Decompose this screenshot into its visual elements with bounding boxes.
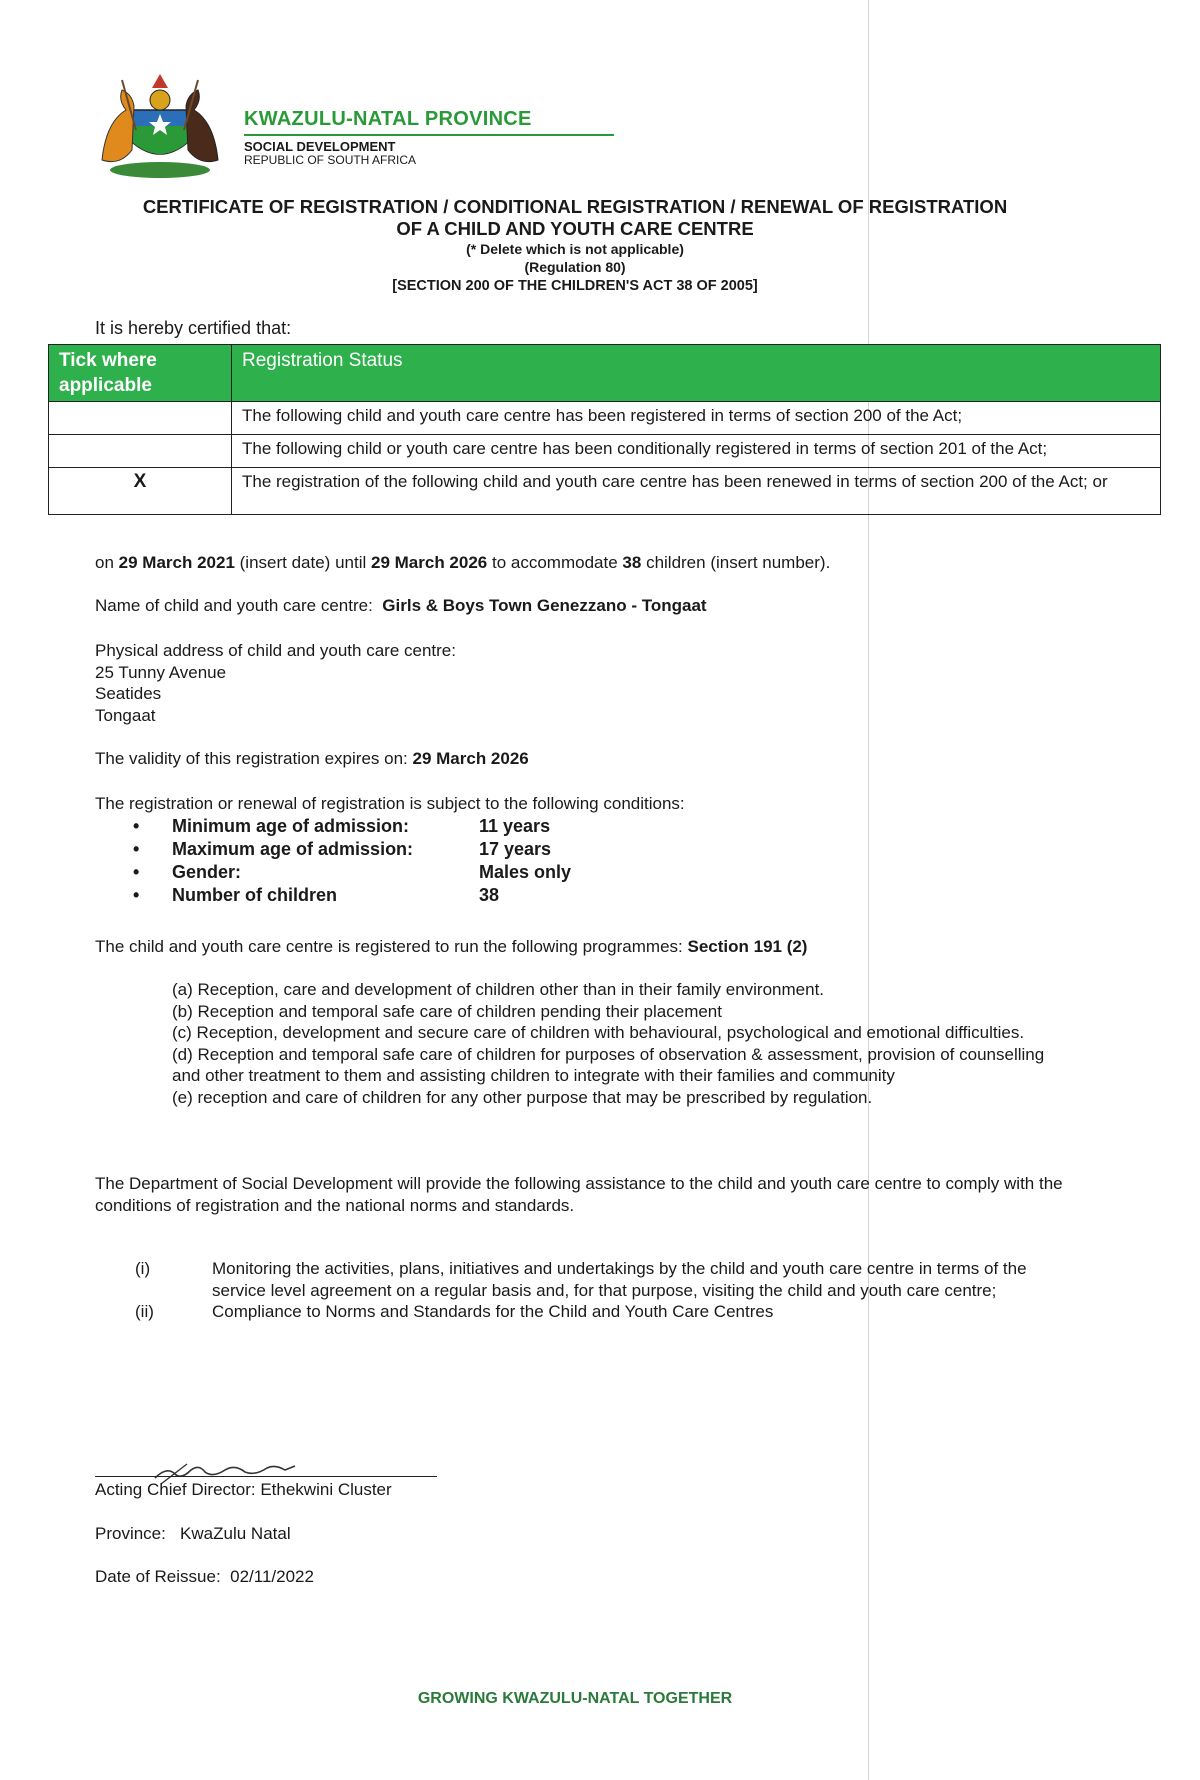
table-row: [49, 468, 1161, 515]
province-label: Province:: [95, 1524, 166, 1543]
reissue-date: 02/11/2022: [230, 1567, 314, 1586]
status-cell: The following child or youth care centre has been conditionally registered in terms of section 201 of the Act;: [232, 435, 1161, 468]
tick-column-header: Tick where applicable: [49, 345, 232, 402]
list-item: (i) Monitoring the activities, plans, initiatives and undertakings by the child and youth care centre in terms of the service level agreement on a regular basis and, for that purpose, visiting the child and youth care centre;: [135, 1259, 1027, 1300]
reissue-line: [95, 1566, 314, 1588]
address-line: 25 Tunny Avenue: [95, 662, 227, 682]
department-brand: [244, 108, 614, 167]
centre-name-line: [95, 595, 707, 617]
children-count: 38: [622, 553, 642, 572]
tick-cell: [49, 435, 232, 468]
signatory-title: Acting Chief Director: Ethekwini Cluster: [95, 1480, 392, 1499]
validity-date: 29 March 2026: [412, 749, 529, 768]
status-column-header: Registration Status: [232, 345, 1161, 402]
table-row: [49, 402, 1161, 435]
programmes-section: Section 191 (2): [687, 937, 808, 956]
status-cell: The registration of the following child and youth care centre has been renewed in terms of section 200 of the Act; or: [232, 468, 1161, 515]
department-name: SOCIAL DEVELOPMENT: [244, 139, 396, 154]
list-item: • Maximum age of admission: 17 years: [133, 838, 552, 859]
province-value: KwaZulu Natal: [180, 1524, 291, 1543]
centre-name-label: Name of child and youth care centre:: [95, 596, 373, 615]
programmes-intro: The child and youth care centre is registered to run the following programmes:: [95, 937, 683, 956]
signature-line: [95, 1476, 437, 1477]
table-header-row: [49, 345, 1161, 402]
title-line-5: [SECTION 200 OF THE CHILDREN'S ACT 38 OF 2005]: [392, 278, 758, 294]
centre-address: [95, 640, 456, 726]
start-date: 29 March 2021: [118, 553, 235, 572]
tick-cell: X: [49, 468, 232, 515]
title-line-4: (Regulation 80): [524, 259, 626, 275]
assistance-intro: The Department of Social Development will provide the following assistance to the child and youth care centre to comply with the conditions of registration and the national norms and standards.: [95, 1174, 1063, 1215]
address-label: Physical address of child and youth care centre:: [95, 641, 456, 660]
province-line: [95, 1523, 291, 1545]
conditions-block: [95, 793, 1075, 907]
coat-of-arms-icon: [92, 70, 228, 182]
programmes-list: [172, 979, 1072, 1108]
title-line-2: OF A CHILD AND YOUTH CARE CENTRE: [396, 218, 754, 239]
status-cell: The following child and youth care centre has been registered in terms of section 200 of the Act;: [232, 402, 1161, 435]
tick-cell: [49, 402, 232, 435]
list-item: (a) Reception, care and development of children other than in their family environment.: [172, 980, 825, 999]
centre-name: Girls & Boys Town Genezzano - Tongaat: [382, 596, 707, 615]
brand-rule: [244, 134, 614, 136]
republic-name: REPUBLIC OF SOUTH AFRICA: [244, 153, 417, 167]
certificate-title: [95, 196, 1055, 296]
title-line-1: CERTIFICATE OF REGISTRATION / CONDITIONAL REGISTRATION / RENEWAL OF REGISTRATION: [142, 196, 1008, 217]
list-item: • Minimum age of admission: 11 years: [133, 815, 551, 836]
table-row: [49, 435, 1161, 468]
address-line: Tongaat: [95, 705, 156, 725]
assistance-list: [95, 1258, 1065, 1323]
list-item: • Number of children 38: [133, 884, 500, 905]
programmes-intro-line: [95, 936, 807, 958]
validity-label: The validity of this registration expires on:: [95, 749, 408, 768]
conditions-list: [95, 815, 1075, 907]
title-line-3: (* Delete which is not applicable): [466, 241, 684, 257]
registration-period: on 29 March 2021 (insert date) until 29 March 2026 to accommodate 38 children (insert number).: [95, 553, 831, 572]
list-item: (e) reception and care of children for any other purpose that may be prescribed by regulation.: [172, 1087, 873, 1107]
reissue-label: Date of Reissue:: [95, 1567, 221, 1586]
validity-line: [95, 748, 529, 770]
footer-slogan: GROWING KWAZULU-NATAL TOGETHER: [417, 1690, 733, 1707]
province-name: KWAZULU-NATAL PROVINCE: [244, 108, 532, 130]
list-item: (d) Reception and temporal safe care of children for purposes of observation & assessment, provision of counselling and other treatment to them and assisting children to integrate with their families and community: [172, 1044, 1045, 1085]
list-item: (ii) Compliance to Norms and Standards for the Child and Youth Care Centres: [135, 1302, 774, 1321]
certified-intro: It is hereby certified that:: [95, 318, 292, 338]
list-item: • Gender: Males only: [133, 861, 572, 882]
conditions-intro: The registration or renewal of registration is subject to the following conditions:: [95, 794, 685, 813]
list-item: (b) Reception and temporal safe care of children pending their placement: [172, 1001, 722, 1021]
list-item: (c) Reception, development and secure care of children with behavioural, psychological and emotional difficulties.: [172, 1023, 1025, 1042]
registration-status-table: [48, 344, 1161, 515]
end-date: 29 March 2026: [371, 553, 488, 572]
address-line: Seatides: [95, 684, 162, 703]
